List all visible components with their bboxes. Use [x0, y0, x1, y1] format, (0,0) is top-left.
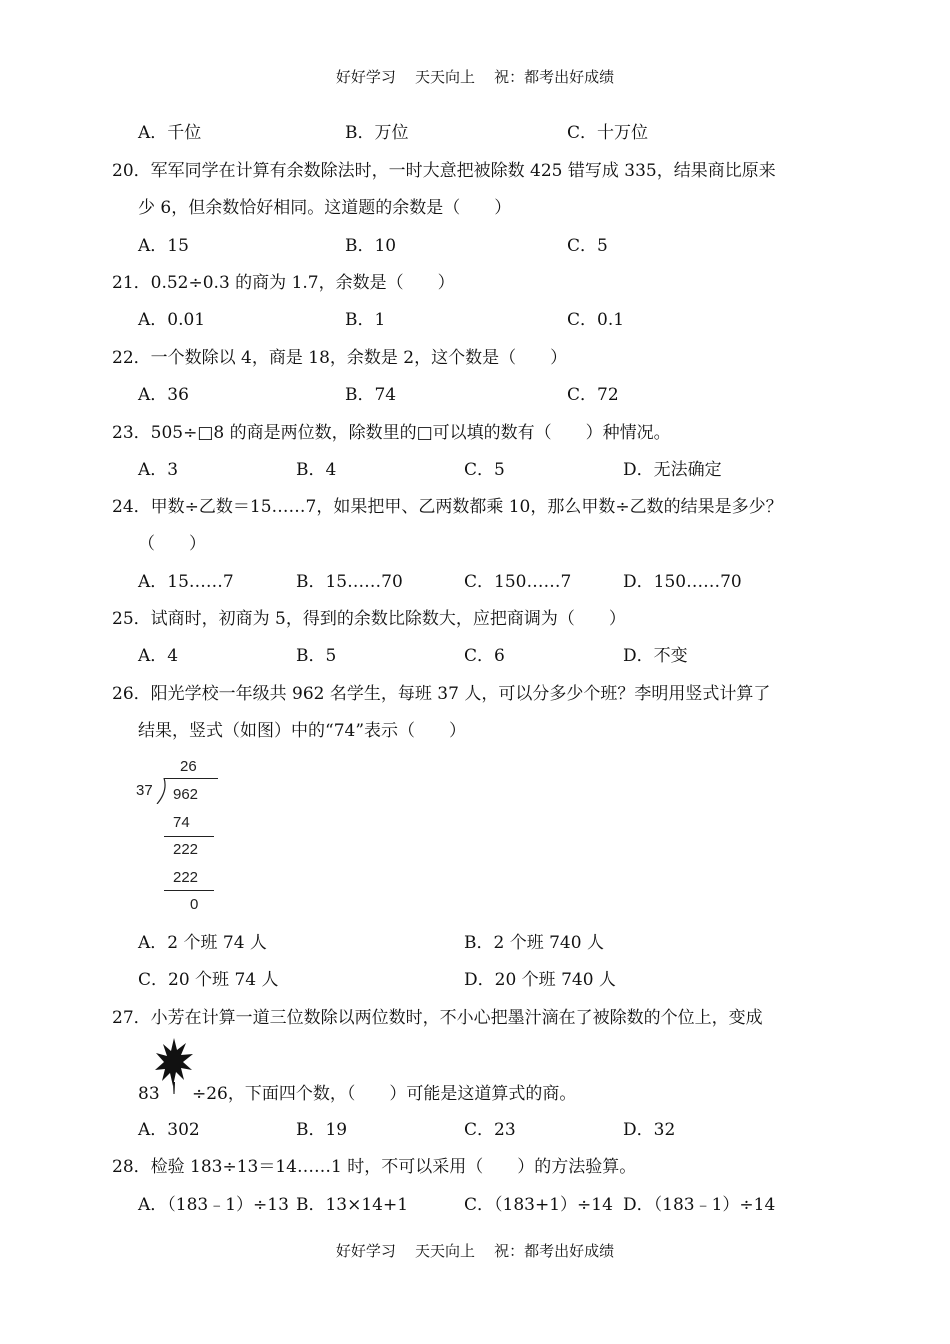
q27-option-a: A．302	[138, 1120, 200, 1140]
q27-stem-line2: ÷26，下面四个数，（ ）可能是这道算式的商。	[192, 1084, 577, 1104]
q23-option-a: A．3	[138, 460, 179, 480]
division-step2: 222	[173, 841, 199, 858]
q25-option-b: B．5	[296, 646, 337, 666]
q21-option-a: A．0.01	[138, 310, 206, 330]
q21-option-b: B．1	[345, 310, 386, 330]
q22-option-c: C．72	[567, 385, 619, 405]
q26-option-c: C．20 个班 74 人	[138, 970, 279, 990]
q25-option-c: C．6	[464, 646, 505, 666]
long-division-figure	[130, 758, 250, 918]
q26-stem-line2: 结果，竖式（如图）中的“74”表示（ ）	[138, 721, 467, 741]
q24-option-c: C．150……7	[464, 572, 572, 592]
q25-stem: 25．试商时，初商为 5，得到的余数比除数大，应把商调为（ ）	[112, 609, 626, 629]
q27-option-c: C．23	[464, 1120, 516, 1140]
q20-stem-line2: 少 6，但余数恰好相同。这道题的余数是（ ）	[138, 198, 512, 218]
q24-stem-line2: （ ）	[138, 534, 206, 554]
q22-stem: 22．一个数除以 4，商是 18，余数是 2，这个数是（ ）	[112, 348, 568, 368]
q27-option-d: D．32	[623, 1120, 676, 1140]
q19-option-a: A．千位	[138, 123, 202, 143]
q22-option-a: A．36	[138, 385, 189, 405]
q28-option-a: A．（183﹣1）÷13	[138, 1195, 289, 1215]
division-step1: 74	[173, 814, 190, 831]
division-rule-1	[164, 836, 214, 837]
q24-option-a: A．15……7	[138, 572, 234, 592]
page-header: 好好学习 天天向上 祝：都考出好成绩	[335, 68, 615, 86]
q24-option-b: B．15……70	[296, 572, 403, 592]
division-dividend: 962	[173, 786, 199, 803]
division-divisor: 37	[136, 782, 153, 799]
q20-option-a: A．15	[138, 236, 189, 256]
q23-stem: 23．505÷□8 的商是两位数，除数里的□可以填的数有（ ）种情况。	[112, 423, 671, 443]
q23-option-c: C．5	[464, 460, 505, 480]
q20-option-b: B．10	[345, 236, 397, 256]
q19-option-c: C．十万位	[567, 123, 649, 143]
q23-option-d: D．无法确定	[623, 460, 722, 480]
division-quotient: 26	[180, 758, 197, 775]
q26-option-b: B．2 个班 740 人	[464, 933, 604, 953]
q23-option-b: B．4	[296, 460, 337, 480]
q24-option-d: D．150……70	[623, 572, 742, 592]
q27-option-b: B．19	[296, 1120, 348, 1140]
division-bracket	[156, 778, 168, 804]
q28-option-d: D．（183﹣1）÷14	[623, 1195, 776, 1215]
q20-stem-line1: 20．军军同学在计算有余数除法时，一时大意把被除数 425 错写成 335，结果商比原来	[112, 161, 776, 181]
division-rule-2	[164, 890, 214, 891]
ink-blot-icon	[154, 1038, 194, 1094]
division-bar	[164, 778, 218, 779]
q27-prefix: 83	[138, 1084, 160, 1104]
q28-option-c: C．（183+1）÷14	[464, 1195, 613, 1215]
q19-option-b: B．万位	[345, 123, 409, 143]
division-remainder: 0	[190, 896, 199, 913]
q26-option-a: A．2 个班 74 人	[138, 933, 267, 953]
q21-option-c: C．0.1	[567, 310, 625, 330]
q26-option-d: D．20 个班 740 人	[464, 970, 616, 990]
q28-stem: 28．检验 183÷13＝14……1 时，不可以采用（ ）的方法验算。	[112, 1157, 637, 1177]
page-footer: 好好学习 天天向上 祝：都考出好成绩	[335, 1242, 615, 1260]
q21-stem: 21．0.52÷0.3 的商为 1.7，余数是（ ）	[112, 273, 455, 293]
q25-option-a: A．4	[138, 646, 179, 666]
division-step3: 222	[173, 869, 199, 886]
q27-stem-line1: 27．小芳在计算一道三位数除以两位数时，不小心把墨汁滴在了被除数的个位上，变成	[112, 1008, 763, 1028]
q20-option-c: C．5	[567, 236, 608, 256]
q24-stem-line1: 24．甲数÷乙数＝15……7，如果把甲、乙两数都乘 10，那么甲数÷乙数的结果是多少？	[112, 497, 783, 517]
q22-option-b: B．74	[345, 385, 397, 405]
q26-stem-line1: 26．阳光学校一年级共 962 名学生，每班 37 人，可以分多少个班？李明用竖式计算了	[112, 684, 771, 704]
q25-option-d: D．不变	[623, 646, 688, 666]
q28-option-b: B．13×14+1	[296, 1195, 409, 1215]
